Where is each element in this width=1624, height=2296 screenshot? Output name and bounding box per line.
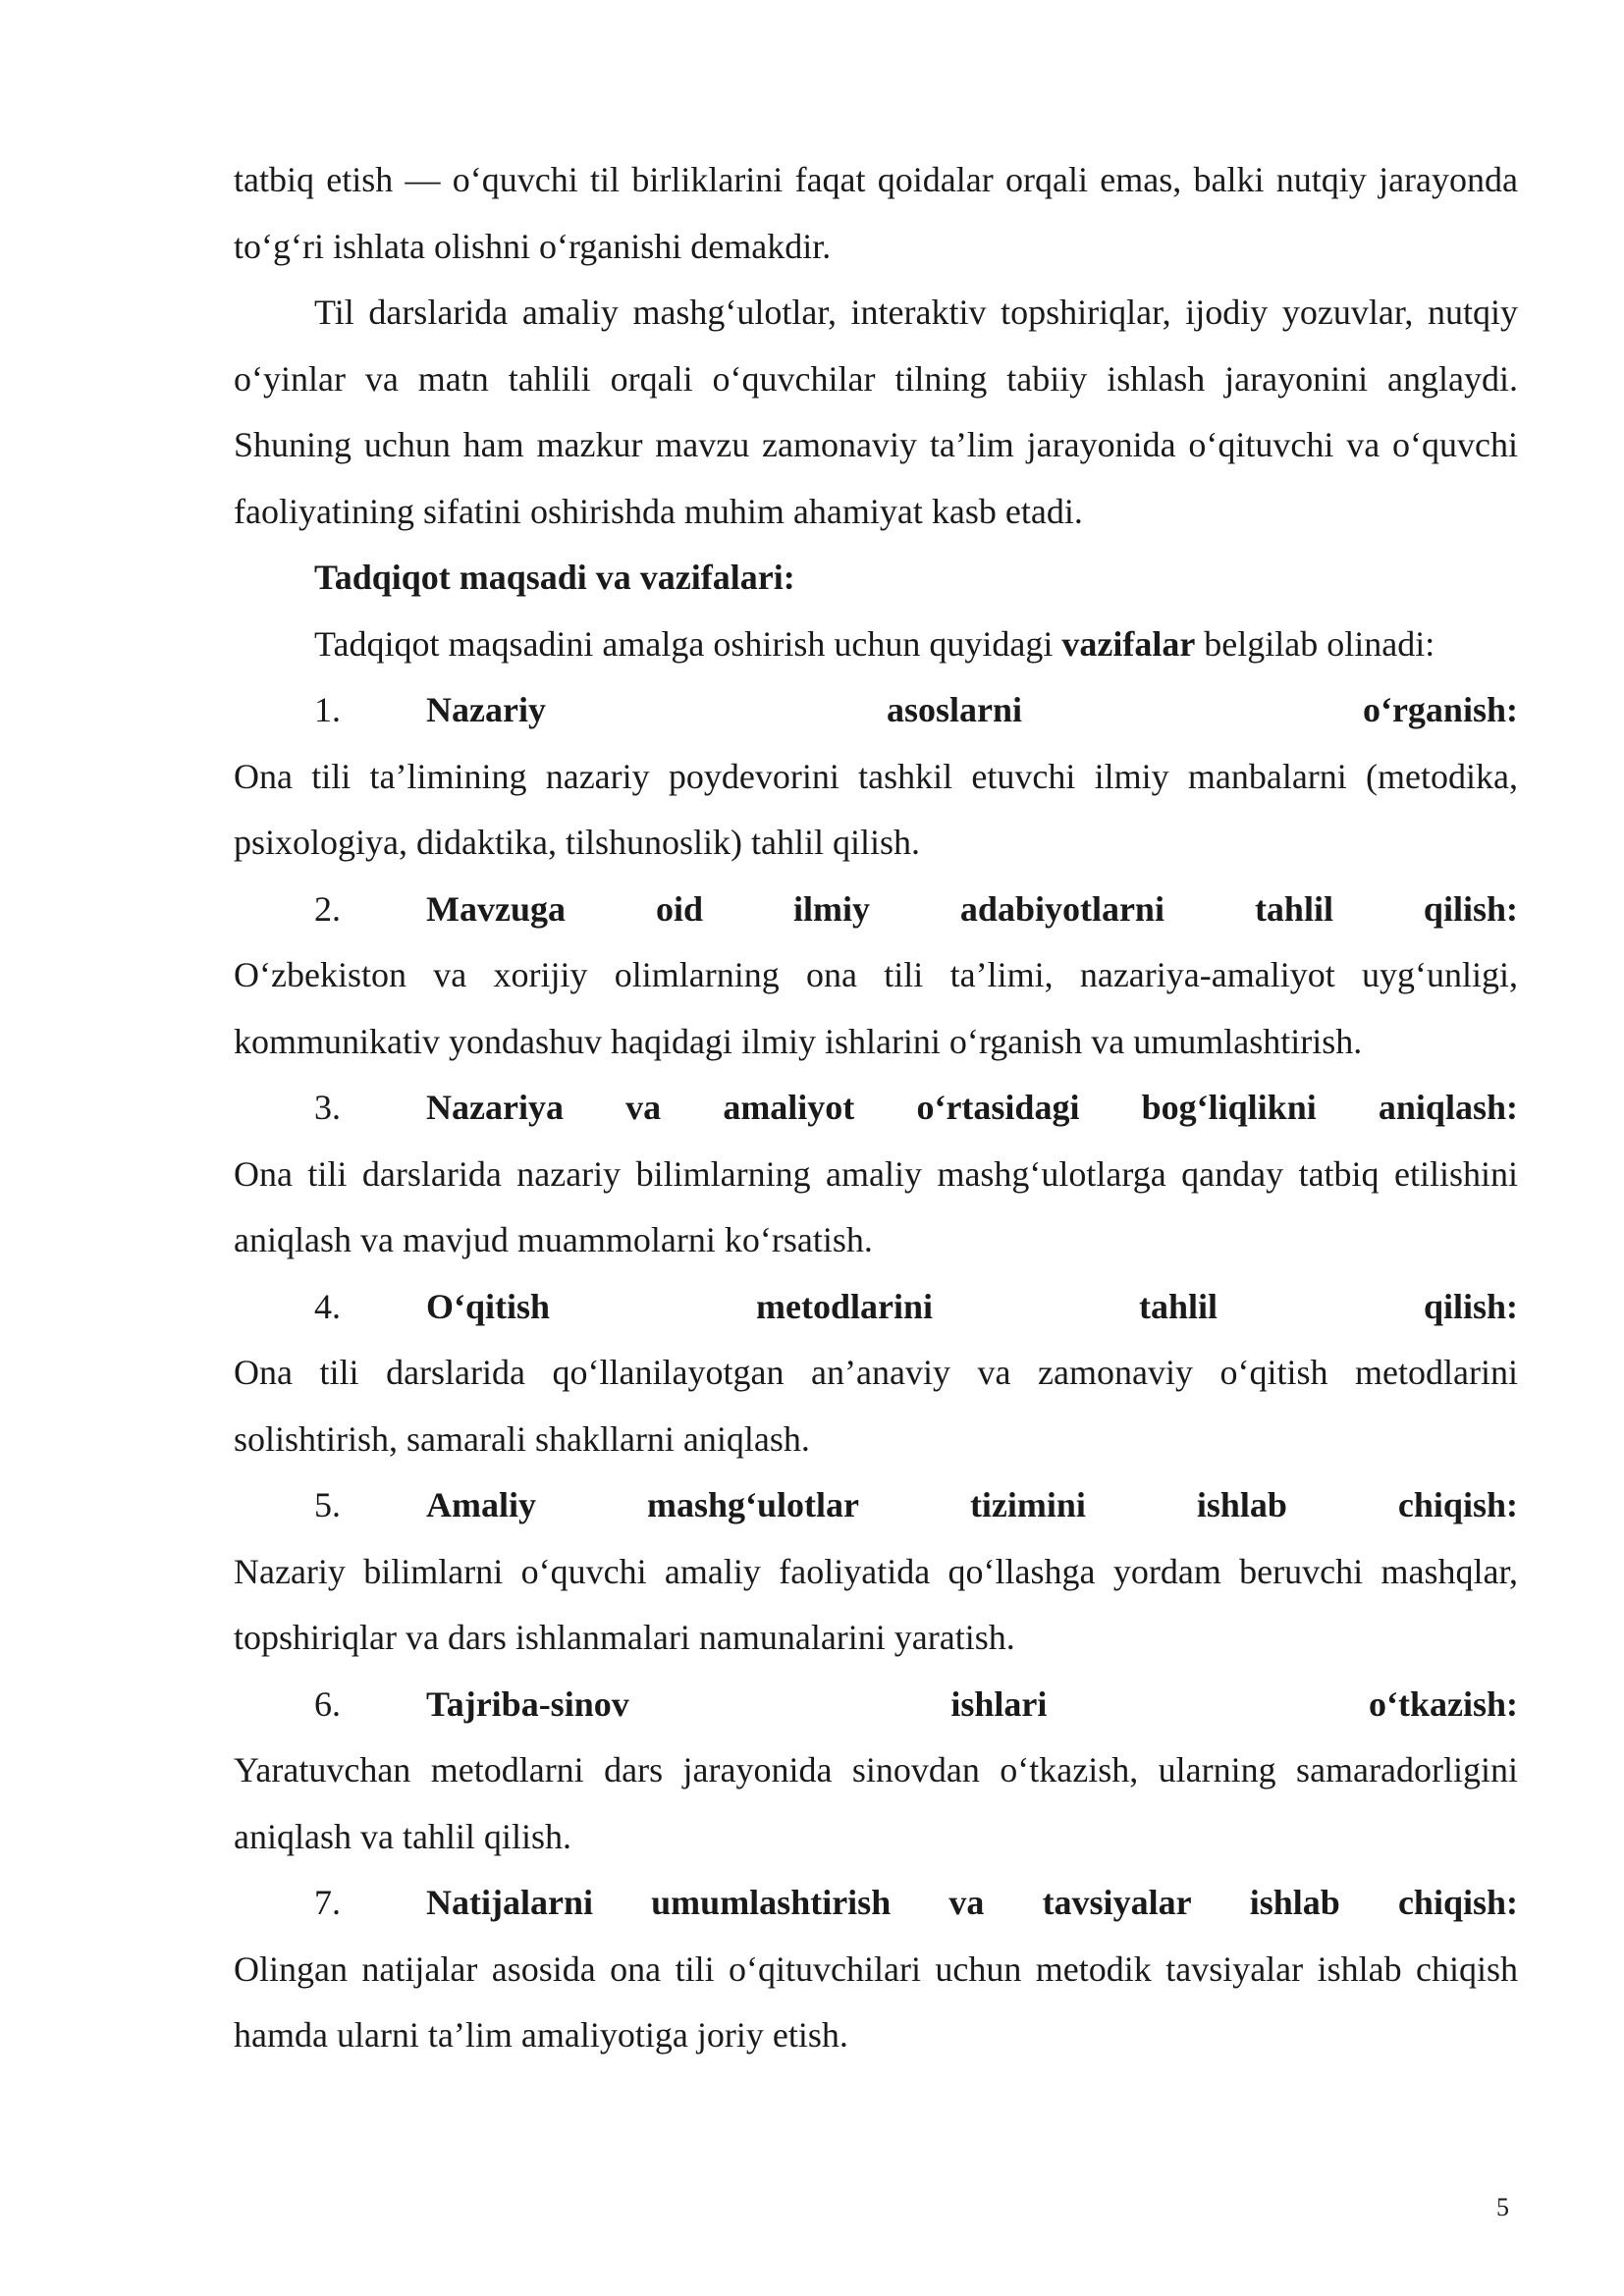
paragraph-intro-continuation: tatbiq etish — o‘quvchi til birliklarini faqat qoidalar orqali emas, balki nutqiy jarayonda to‘g‘ri ishlata olishni o‘rganishi demakdir. xyxy=(234,160,1518,266)
section-heading: Tadqiqot maqsadi va vazifalari: xyxy=(314,558,795,597)
task-item-title-word: asoslarni xyxy=(886,690,1022,729)
task-item-title-word: tizimini xyxy=(969,1485,1086,1524)
task-item-body: Ona tili darslarida nazariy bilimlarning amaliy mashg‘ulotlarga qanday tatbiq etilishini aniqlash va mavjud muammolarni ko‘rsatish. xyxy=(234,1153,1518,1259)
task-item-title-word: ilmiy xyxy=(792,888,870,929)
tasks-intro-after: belgilab olinadi: xyxy=(1195,623,1435,664)
task-item-title xyxy=(426,677,1518,744)
task-item-body: Olingan natijalar asosida ona tili o‘qituvchilari uchun metodik tavsiyalar ishlab chiqish hamda ularni ta’lim amaliyotiga joriy etish. xyxy=(234,1949,1518,2055)
task-item-title-word: bog‘liqlikni xyxy=(1141,1088,1317,1127)
task-item-title-word: ishlari xyxy=(950,1683,1048,1724)
task-item-title xyxy=(426,877,1518,943)
task-item-title-word: Natijalarni xyxy=(426,1883,593,1922)
task-item-title-word: oid xyxy=(655,888,703,929)
task-item-title-word: o‘tkazish: xyxy=(1368,1683,1518,1724)
tasks-intro xyxy=(234,612,1518,678)
document-page xyxy=(234,147,1518,2069)
task-item-title-word: va xyxy=(948,1883,985,1922)
task-item-title-word: metodlarini xyxy=(756,1286,933,1326)
task-item-title-word: Amaliy xyxy=(426,1485,536,1524)
task-item-title-word: mashg‘ulotlar xyxy=(646,1485,859,1524)
task-item-title-word: tavsiyalar xyxy=(1042,1883,1192,1922)
task-item-title-word: adabiyotlarni xyxy=(959,888,1164,929)
task-item-body: O‘zbekiston va xorijiy olimlarning ona tili ta’limi, nazariya-amaliyot uyg‘unligi, kommunikativ yondashuv haqidagi ilmiy ishlarini o‘rganish va umumlashtirish. xyxy=(234,955,1518,1061)
task-item-body: Ona tili darslarida qo‘llanilayotgan an’anaviy va zamonaviy o‘qitish metodlarini solishtirish, samarali shakllarni aniqlash. xyxy=(234,1353,1518,1459)
task-item-number: 1. xyxy=(314,690,341,729)
task-item-title-word: qilish: xyxy=(1423,888,1518,929)
task-item-title xyxy=(426,1472,1518,1539)
task-item-title xyxy=(426,1672,1518,1738)
task-item-title-word: chiqish: xyxy=(1397,1883,1518,1922)
task-list xyxy=(234,677,1518,2069)
task-item-title-word: amaliyot xyxy=(723,1088,855,1127)
task-item xyxy=(234,1472,1518,1672)
task-item-title-word: va xyxy=(625,1088,662,1127)
task-item-title-word: Mavzuga xyxy=(426,888,566,929)
task-item-title-word: Tajriba-sinov xyxy=(426,1683,629,1724)
task-item-body: Ona tili ta’limining nazariy poydevorini tashkil etuvchi ilmiy manbalarni (metodika, psixologiya, didaktika, tilshunoslik) tahlil qilish. xyxy=(234,756,1518,862)
task-item-number: 3. xyxy=(314,1088,341,1127)
task-item-number: 7. xyxy=(314,1883,341,1922)
task-item xyxy=(234,877,1518,1076)
task-item-title-word: ishlab xyxy=(1249,1883,1340,1922)
task-item-number: 4. xyxy=(314,1286,341,1326)
task-item-title xyxy=(426,1274,1518,1341)
task-item-title-word: tahlil xyxy=(1254,888,1333,929)
task-item-number: 5. xyxy=(314,1485,341,1524)
task-item-heading xyxy=(234,877,1518,943)
task-item xyxy=(234,1274,1518,1473)
page-number: 5 xyxy=(1496,2193,1509,2221)
task-item-heading xyxy=(234,677,1518,744)
task-item-title xyxy=(426,1075,1518,1142)
task-item-title-word: qilish: xyxy=(1423,1286,1518,1326)
task-item xyxy=(234,1672,1518,1871)
task-item xyxy=(234,677,1518,877)
task-item-title-word: aniqlash: xyxy=(1378,1088,1518,1127)
task-item-heading xyxy=(234,1472,1518,1539)
task-item xyxy=(234,1870,1518,2069)
task-item-title-word: O‘qitish xyxy=(426,1286,551,1326)
task-item-number: 6. xyxy=(314,1683,341,1724)
task-item-title-word: Nazariya xyxy=(426,1088,564,1127)
task-item-number: 2. xyxy=(314,888,341,929)
task-item-heading xyxy=(234,1672,1518,1738)
task-item-heading xyxy=(234,1075,1518,1142)
task-item-heading xyxy=(234,1870,1518,1937)
task-item-body: Yaratuvchan metodlarni dars jarayonida sinovdan o‘tkazish, ularning samaradorligini aniqlash va tahlil qilish. xyxy=(234,1750,1518,1856)
task-item-title-word: o‘rtasidagi xyxy=(916,1088,1080,1127)
tasks-intro-bold: vazifalar xyxy=(1061,623,1196,664)
task-item xyxy=(234,1075,1518,1274)
paragraph-practical-lessons: Til darslarida amaliy mashg‘ulotlar, interaktiv topshiriqlar, ijodiy yozuvlar, nutqiy o‘yinlar va matn tahlili orqali o‘quvchilar tilning tabiiy ishlash jarayonini anglaydi. Shuning uchun ham mazkur mavzu zamonaviy ta’lim jarayonida o‘qituvchi va o‘quvchi faoliyatining sifatini oshirishda muhim ahamiyat kasb etadi. xyxy=(234,293,1518,531)
task-item-title xyxy=(426,1870,1518,1937)
tasks-intro-before: Tadqiqot maqsadini amalga oshirish uchun quyidagi xyxy=(314,623,1062,664)
task-item-body: Nazariy bilimlarni o‘quvchi amaliy faoliyatida qo‘llashga yordam beruvchi mashqlar, topshiriqlar va dars ishlanmalari namunalarini yaratish. xyxy=(234,1551,1518,1657)
task-item-title-word: chiqish: xyxy=(1397,1485,1518,1524)
task-item-title-word: o‘rganish: xyxy=(1362,690,1518,729)
task-item-title-word: Nazariy xyxy=(426,690,546,729)
task-item-heading xyxy=(234,1274,1518,1341)
task-item-title-word: tahlil xyxy=(1138,1286,1218,1326)
task-item-title-word: ishlab xyxy=(1196,1485,1287,1524)
task-item-title-word: umumlashtirish xyxy=(651,1883,892,1922)
